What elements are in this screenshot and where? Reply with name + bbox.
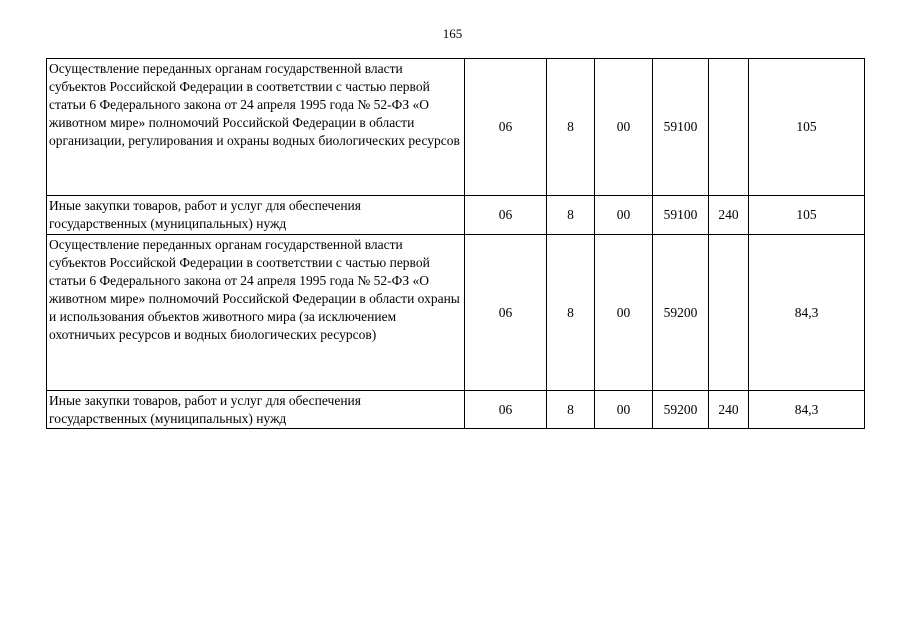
row-description: Иные закупки товаров, работ и услуг для обеспечения государственных (муниципальных) нужд — [47, 196, 465, 235]
section-cell: 06 — [465, 59, 547, 196]
section-cell: 06 — [465, 196, 547, 235]
table-row — [47, 59, 865, 196]
amount-cell: 84,3 — [749, 235, 865, 391]
table-row — [47, 196, 865, 235]
row-description: Иные закупки товаров, работ и услуг для обеспечения государственных (муниципальных) нужд — [47, 391, 465, 429]
section-cell: 06 — [465, 391, 547, 429]
program-cell: 00 — [595, 235, 653, 391]
subsection-cell: 8 — [547, 196, 595, 235]
expense-type-cell — [709, 235, 749, 391]
row-description: Осуществление переданных органам государственной власти субъектов Российской Федерации в соответствии с частью первой статьи 6 Федерального закона от 24 апреля 1995 года № 52-ФЗ «О животном мире» полномочий Российской Федерации в области организации, регулирования и охраны водных биологических ресурсов — [47, 59, 465, 196]
table-row — [47, 391, 865, 429]
page-number: 165 — [442, 26, 463, 41]
program-cell: 00 — [595, 59, 653, 196]
expense-type-cell: 240 — [709, 196, 749, 235]
table-row — [47, 235, 865, 391]
amount-cell: 105 — [749, 196, 865, 235]
amount-cell: 84,3 — [749, 391, 865, 429]
amount-cell: 105 — [749, 59, 865, 196]
program-cell: 00 — [595, 391, 653, 429]
expense-type-cell: 240 — [709, 391, 749, 429]
expense-type-cell — [709, 59, 749, 196]
section-cell: 06 — [465, 235, 547, 391]
subsection-cell: 8 — [547, 391, 595, 429]
code-cell: 59100 — [653, 59, 709, 196]
budget-table — [46, 58, 865, 429]
row-description: Осуществление переданных органам государственной власти субъектов Российской Федерации в соответствии с частью первой статьи 6 Федерального закона от 24 апреля 1995 года № 52-ФЗ «О животном мире» полномочий Российской Федерации в области охраны и использования объектов животного мира (за исключением охотничьих ресурсов и водных биологических ресурсов) — [47, 235, 465, 391]
code-cell: 59200 — [653, 391, 709, 429]
code-cell: 59100 — [653, 196, 709, 235]
code-cell: 59200 — [653, 235, 709, 391]
subsection-cell: 8 — [547, 235, 595, 391]
subsection-cell: 8 — [547, 59, 595, 196]
program-cell: 00 — [595, 196, 653, 235]
